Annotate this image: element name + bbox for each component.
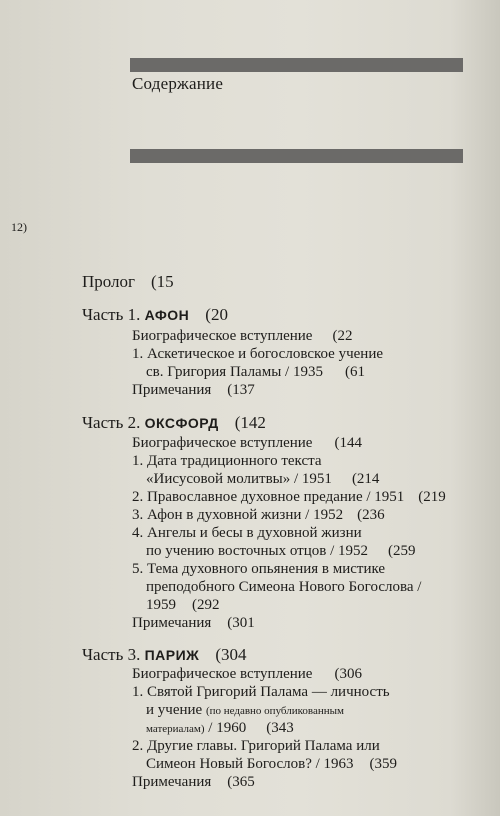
- part-1-bio-text: Биографическое вступление: [132, 328, 313, 344]
- header-rule-top: [130, 58, 463, 72]
- toc-part-3-item-2-line-2[interactable]: [146, 756, 397, 773]
- part-3-bio-page: (306: [334, 666, 362, 682]
- part-2-item-1-page: (214: [351, 471, 380, 487]
- prologue-page: (15: [151, 272, 174, 291]
- part-3-notes-text: Примечания: [132, 774, 212, 790]
- toc-part-3-bio[interactable]: [132, 666, 362, 683]
- page-title: Содержание: [132, 74, 224, 93]
- part-1-notes-page: (137: [227, 382, 255, 398]
- header-rule-bottom: [130, 149, 463, 163]
- toc-part-2-item-5-line-2[interactable]: [146, 579, 421, 596]
- part-3-name: ПАРИЖ: [144, 647, 200, 663]
- part-2-item-4-page: (259: [388, 543, 416, 559]
- part-2-item-5-title-cont: преподобного Симеона Нового Богослова /: [146, 579, 422, 595]
- part-2-page: (142: [234, 413, 266, 432]
- toc-part-1[interactable]: [82, 305, 228, 325]
- part-1-notes-text: Примечания: [132, 382, 212, 398]
- part-1-prefix: Часть 1.: [82, 305, 141, 324]
- part-3-item-1-note-cont: материалам): [146, 723, 205, 735]
- part-2-item-5-title: 5. Тема духовного опьянения в мистике: [132, 561, 386, 577]
- part-3-page: (304: [215, 645, 247, 664]
- part-3-item-2-title-cont: Симеон Новый Богослов? / 1963: [146, 756, 354, 772]
- toc-part-2-item-4-line-2[interactable]: [146, 543, 416, 560]
- part-2-item-5-page: (292: [192, 597, 220, 613]
- part-2-item-4-title: 4. Ангелы и бесы в духовной жизни: [132, 525, 362, 541]
- toc-part-1-item-1-line-1[interactable]: [132, 346, 383, 363]
- part-2-bio-text: Биографическое вступление: [132, 435, 313, 451]
- toc-part-2[interactable]: [82, 413, 266, 433]
- toc-part-3-item-1-line-2[interactable]: [146, 702, 344, 720]
- part-3-notes-page: (365: [227, 774, 255, 790]
- part-3-item-1-note: (по недавно опубликованным: [205, 705, 344, 717]
- part-2-name: ОКСФОРД: [144, 415, 219, 431]
- toc-part-3[interactable]: [82, 645, 246, 665]
- toc-part-2-item-5-line-1[interactable]: [132, 561, 385, 578]
- part-2-item-3-title: 3. Афон в духовной жизни / 1952: [132, 507, 344, 523]
- toc-part-2-item-2[interactable]: [132, 489, 446, 506]
- part-3-item-1-year: / 1960: [208, 720, 247, 736]
- toc-part-2-bio[interactable]: [132, 435, 362, 452]
- toc-part-2-item-4-line-1[interactable]: [132, 525, 362, 542]
- part-2-item-1-title-cont: «Иисусовой молитвы» / 1951: [146, 471, 332, 487]
- part-1-item-1-title-cont: св. Григория Паламы / 1935: [146, 364, 323, 380]
- toc-part-1-bio[interactable]: [132, 328, 352, 345]
- part-3-item-2-title: 2. Другие главы. Григорий Палама или: [132, 738, 380, 754]
- margin-page-number: 12): [11, 220, 27, 234]
- part-2-notes-text: Примечания: [132, 615, 212, 631]
- toc-part-3-notes[interactable]: [132, 774, 255, 791]
- part-2-prefix: Часть 2.: [82, 413, 141, 432]
- toc-part-1-notes[interactable]: [132, 382, 255, 399]
- toc-part-3-item-1-line-3[interactable]: [146, 720, 294, 738]
- part-3-bio-text: Биографическое вступление: [132, 666, 313, 682]
- part-3-prefix: Часть 3.: [82, 645, 141, 664]
- part-2-item-3-page: (236: [357, 507, 385, 523]
- toc-part-2-notes[interactable]: [132, 615, 255, 632]
- toc-part-2-item-1-line-2[interactable]: [146, 471, 379, 488]
- toc-part-3-item-1-line-1[interactable]: [132, 684, 390, 701]
- toc-part-3-item-2-line-1[interactable]: [132, 738, 380, 755]
- part-2-item-2-title: 2. Православное духовное предание / 1951: [132, 489, 405, 505]
- prologue-label: Пролог: [82, 272, 136, 291]
- part-1-bio-page: (22: [332, 328, 353, 344]
- toc-part-2-item-1-line-1[interactable]: [132, 453, 322, 470]
- part-3-item-1-title: 1. Святой Григорий Палама — личность: [132, 684, 390, 700]
- part-2-item-4-title-cont: по учению восточных отцов / 1952: [146, 543, 369, 559]
- part-2-bio-page: (144: [334, 435, 362, 451]
- part-1-page: (20: [205, 305, 228, 324]
- part-3-item-2-page: (359: [369, 756, 398, 772]
- part-3-item-1-page: (343: [266, 720, 294, 736]
- toc-part-2-item-3[interactable]: [132, 507, 385, 524]
- part-2-notes-page: (301: [227, 615, 255, 631]
- part-2-item-2-page: (219: [418, 489, 446, 505]
- part-1-item-1-page: (61: [344, 364, 365, 380]
- part-3-item-1-title-cont: и учение: [146, 702, 203, 718]
- part-1-name: АФОН: [144, 307, 190, 323]
- toc-part-2-item-5-line-3[interactable]: [146, 597, 220, 614]
- part-2-item-5-year: 1959: [146, 597, 176, 613]
- toc-part-1-item-1-line-2[interactable]: [146, 364, 365, 381]
- toc-prologue[interactable]: [82, 272, 174, 292]
- part-1-item-1-title: 1. Аскетическое и богословское учение: [132, 346, 384, 362]
- part-2-item-1-title: 1. Дата традиционного текста: [132, 453, 322, 469]
